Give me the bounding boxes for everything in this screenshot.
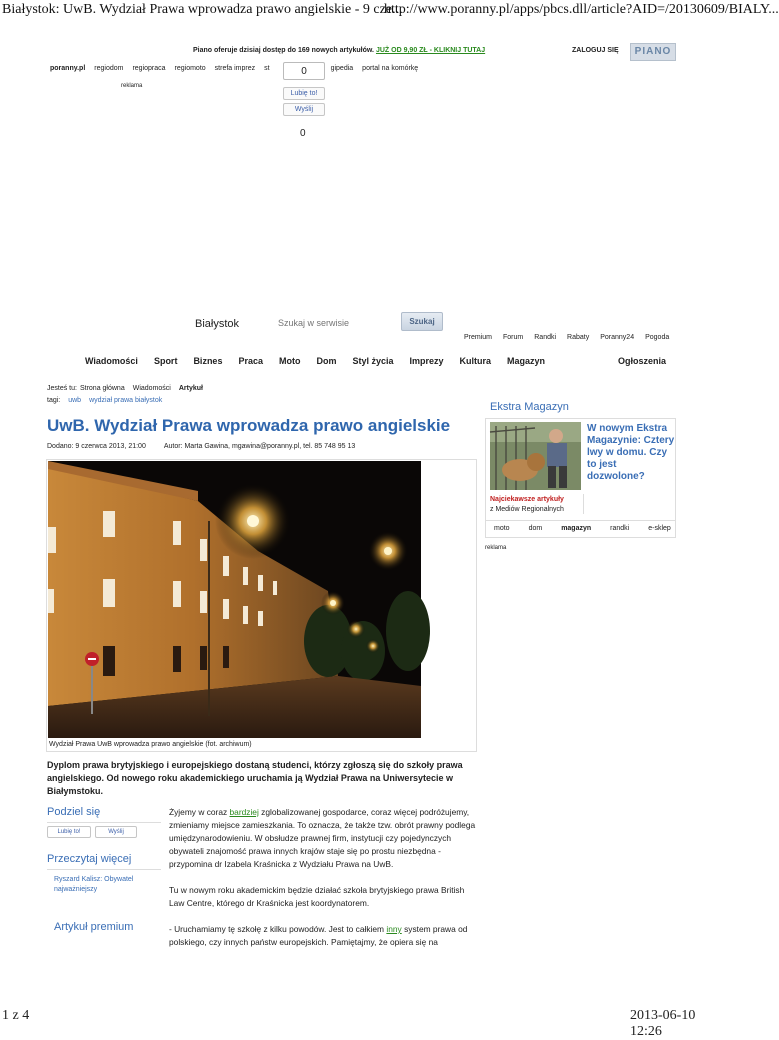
city-name: Białystok	[195, 318, 240, 330]
divider	[486, 520, 675, 521]
nav-moto[interactable]: Moto	[278, 356, 301, 366]
ad-label: reklama	[121, 83, 143, 89]
util-link-premium[interactable]: Premium	[464, 334, 493, 341]
piano-offer-text: Piano oferuje dzisiaj dostęp do 169 nowych artykułów.	[193, 47, 375, 54]
login-link[interactable]: ZALOGUJ SIĘ	[572, 47, 619, 54]
tab-e-sklep[interactable]: e-sklep	[648, 525, 671, 532]
ekstra-magazyn-heading: Ekstra Magazyn	[490, 401, 569, 413]
utility-links	[464, 334, 669, 341]
piano-offer-bar	[193, 47, 485, 54]
send-button[interactable]: Wyślij	[283, 103, 325, 116]
top-link-regiomoto[interactable]: regiomoto	[174, 65, 206, 72]
ad-label: reklama	[485, 545, 507, 551]
share-heading: Podziel się	[47, 806, 101, 818]
util-link-pogoda[interactable]: Pogoda	[645, 334, 670, 341]
piano-offer-link[interactable]: JUŻ OD 9,90 ZŁ - KLIKNIJ TUTAJ	[375, 47, 486, 54]
top-link-regiodom[interactable]: regiodom	[94, 65, 124, 72]
search-input[interactable]	[278, 315, 393, 330]
print-page-number: 1 z 4	[2, 1008, 30, 1023]
article-author: Autor: Marta Gawina, mgawina@poranny.pl, tel. 85 748 95 13	[163, 443, 356, 450]
print-date: 2013-06-10 12:26	[630, 1008, 696, 1039]
nav-biznes[interactable]: Biznes	[193, 356, 223, 366]
nav-styl-zycia[interactable]: Styl życia	[352, 356, 394, 366]
ekstra-promo-text[interactable]: W nowym Ekstra Magazynie: Cztery lwy w domu. Czy to jest dozwolone?	[587, 423, 675, 482]
nav-ogloszenia[interactable]: Ogłoszenia	[618, 356, 667, 366]
top-link-gipedia[interactable]: gipedia	[330, 65, 354, 72]
tag-link[interactable]: uwb	[68, 397, 82, 404]
article-date: Dodano: 9 czerwca 2013, 21:00	[47, 443, 146, 450]
text-run: Żyjemy w coraz	[169, 807, 230, 817]
tab-dom[interactable]: dom	[528, 525, 543, 532]
related-article-link[interactable]: Ryszard Kalisz: Obywatel najważniejszy	[54, 876, 134, 893]
nav-sport[interactable]: Sport	[153, 356, 178, 366]
like-count-bubble: 0	[283, 62, 325, 80]
article-paragraph	[169, 923, 479, 949]
article-paragraph	[169, 806, 479, 871]
article-body	[169, 806, 479, 962]
top-articles-label: Najciekawsze artykuły	[490, 496, 564, 503]
tags-label: tagi:	[47, 397, 61, 404]
print-page-url: http://www.poranny.pl/apps/pbcs.dll/article?AID=/20130609/BIALY...	[384, 2, 779, 17]
tab-moto[interactable]: moto	[494, 525, 510, 532]
top-link-regiopraca[interactable]: regiopraca	[132, 65, 166, 72]
util-link-forum[interactable]: Forum	[503, 334, 524, 341]
top-portal-links	[50, 65, 418, 72]
ekstra-tabs	[494, 525, 690, 532]
tab-magazyn[interactable]: magazyn	[561, 525, 592, 532]
inline-ad-link[interactable]: bardziej	[229, 807, 259, 817]
tag-link[interactable]: wydział prawa białystok	[89, 397, 163, 404]
article-meta	[47, 443, 355, 450]
nav-magazyn[interactable]: Magazyn	[507, 356, 546, 366]
top-link-mobile[interactable]: portal na komórkę	[362, 65, 419, 72]
like-button[interactable]: Lubię to!	[283, 87, 325, 100]
divider	[583, 494, 584, 514]
divider	[47, 822, 161, 823]
article-paragraph: Tu w nowym roku akademickim będzie działać szkoła brytyjskiego prawa British Law Centre, którego dr Kraśnicka jest koordynatorem.	[169, 885, 465, 908]
photo-caption: Wydział Prawa UwB wprowadza prawo angielskie (fot. archiwum)	[49, 741, 252, 748]
regional-media-label: z Mediów Regionalnych	[490, 506, 564, 513]
util-link-randki[interactable]: Randki	[534, 334, 557, 341]
brand-link[interactable]: poranny.pl	[50, 65, 86, 72]
premium-article-heading[interactable]: Artykuł premium	[54, 921, 134, 933]
breadcrumb-label: Jesteś tu:	[47, 385, 77, 392]
top-link-strefa-imprez[interactable]: strefa imprez	[214, 65, 256, 72]
nav-kultura[interactable]: Kultura	[459, 356, 492, 366]
nav-wiadomosci[interactable]: Wiadomości	[85, 356, 138, 366]
article-lead: Dyplom prawa brytyjskiego i europejskiego dostaną studenci, którzy zgłoszą się do szkoły prawa angielskiego. Od nowego roku akademickiego uruchamia ją Wydział Prawa na Uniwersytecie w Białymstoku.	[47, 760, 463, 796]
nav-dom[interactable]: Dom	[316, 356, 337, 366]
breadcrumb	[47, 385, 203, 392]
text-run: system prawa od polskiego, czy innych państw europejskich. Pamiętajmy, że opiera się na	[169, 924, 468, 947]
article-title: UwB. Wydział Prawa wprowadza prawo angielskie	[47, 416, 451, 435]
top-link-st[interactable]: st	[264, 65, 270, 72]
tab-randki[interactable]: randki	[610, 525, 630, 532]
search-button[interactable]: Szukaj	[401, 312, 443, 331]
main-navigation	[85, 356, 561, 366]
divider	[47, 869, 161, 870]
piano-logo[interactable]: PIANO	[630, 43, 676, 61]
ekstra-promo-image[interactable]	[490, 422, 581, 490]
article-photo[interactable]	[48, 461, 421, 738]
text-run: - Uruchamiamy tę szkołę z kilku powodów. Jest to całkiem	[169, 924, 387, 934]
print-page-title: Białystok: UwB. Wydział Prawa wprowadza prawo angielskie - 9 cze...	[2, 2, 403, 17]
share-like-button[interactable]: Lubię to!	[47, 826, 91, 838]
share-count: 0	[300, 128, 306, 139]
util-link-rabaty[interactable]: Rabaty	[567, 334, 590, 341]
breadcrumb-current: Artykuł	[178, 385, 203, 392]
nav-imprezy[interactable]: Imprezy	[409, 356, 444, 366]
nav-praca[interactable]: Praca	[238, 356, 263, 366]
text-run: zglobalizowanej gospodarce, coraz więcej podróżujemy, zmieniamy miejsce zamieszkania. To oznacza, że także tzw. obrót prawny podlega umiędzynarodowieniu. W obsłudze prawnej firm, instytucji czy pojedynczych obywateli znajomość prawa innych krajów staje się po prostu niezbędna - przypomina dr Izabela Kraśnicka z Wydziału Prawa na UwB.	[169, 807, 476, 869]
share-send-button[interactable]: Wyślij	[95, 826, 137, 838]
read-more-heading: Przeczytaj więcej	[47, 853, 132, 865]
breadcrumb-home[interactable]: Strona główna	[79, 385, 125, 392]
article-tags	[47, 397, 162, 404]
inline-ad-link[interactable]: inny	[386, 924, 402, 934]
util-link-poranny24[interactable]: Poranny24	[600, 334, 635, 341]
breadcrumb-section[interactable]: Wiadomości	[132, 385, 171, 392]
